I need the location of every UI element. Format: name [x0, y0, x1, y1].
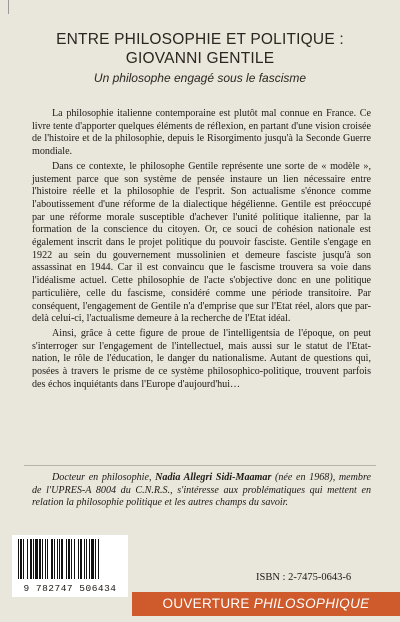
- blurb-text: [32, 108, 371, 393]
- book-title-line-1: ENTRE PHILOSOPHIE ET POLITIQUE :: [56, 31, 344, 48]
- blurb-paragraph-3: Ainsi, grâce à cette figure de proue de l'intelligentsia de l'époque, on peut s'interroger sur l'engagement de l'intellectuel, mais aussi sur le statut de l'Etat-nation, le rôle de l'éducation, le danger du nationalisme. Autant de questions qui, posées à travers le prisme de ce système philosophico-politique, trouvent parfois des échos inquiétants dans l'Europe d'aujourd'hui…: [32, 327, 371, 390]
- collection-banner: [132, 592, 400, 616]
- collection-name-part-2: PHILOSOPHIQUE: [253, 596, 370, 611]
- author-name: Nadia Allegri Sidi-Maamar: [155, 472, 272, 483]
- book-title-line-2: GIOVANNI GENTILE: [125, 50, 275, 67]
- cover-title-block: [0, 30, 400, 85]
- section-divider: [24, 465, 376, 466]
- barcode-bars-icon: [12, 535, 128, 583]
- author-bio-suffix: (née en 1968), membre de l'UPRES-A 8004 du C.N.R.S., s'intéresse aux problématiques qui mettent en relation la philosophie politique et les autres champs du savoir.: [32, 472, 371, 509]
- spine-mark: [8, 0, 9, 14]
- isbn-number: ISBN : 2-7475-0643-6: [256, 572, 352, 583]
- book-subtitle: Un philosophe engagé sous le fascisme: [93, 71, 307, 85]
- blurb-paragraph-1: La philosophie italienne contemporaine est plutôt mal connue en France. Ce livre tente d'apporter quelques éléments de réflexion, en partant d'une vision croisée de l'histoire et de la philosophie, depuis le Risorgimento jusqu'à la Seconde Guerre mondiale.: [32, 108, 371, 158]
- blurb-paragraph-2: Dans ce contexte, le philosophe Gentile représente une sorte de « modèle », justement parce que son système de pensée instaure un lien nécessaire entre l'histoire réelle et la philosophie de l'esprit. Son actualisme s'énonce comme l'aboutissement d'une réforme de la dialectique hégélienne. Gentile est préoccupé par une réforme morale susceptible d'achever l'unité politique italienne, par la formation de la conscience du citoyen. Or, ce souci de cohésion nationale est également inscrit dans le projet politique du pouvoir fasciste. Gentile s'engage en 1922 au sein du gouvernement mussolinien et demeure fasciste jusqu'à son assassinat en 1944. Car il est convaincu que le fascisme trouvera sa voie dans l'idéalisme actuel. Cette philosophie de l'acte s'objective donc en une politique particulière, celle du fascisme, considéré comme une période transitoire. Par conséquent, l'engagement de Gentile n'a d'emprise que sur l'Etat réel, alors que par-delà celui-ci, l'actualisme demeure à la recherche de l'Etat idéal.: [32, 160, 371, 325]
- author-bio: [32, 472, 371, 510]
- collection-name-part-1: OUVERTURE: [162, 596, 254, 611]
- barcode-digits: 9 782747 506434: [12, 583, 128, 594]
- author-bio-prefix: Docteur en philosophie,: [52, 472, 156, 483]
